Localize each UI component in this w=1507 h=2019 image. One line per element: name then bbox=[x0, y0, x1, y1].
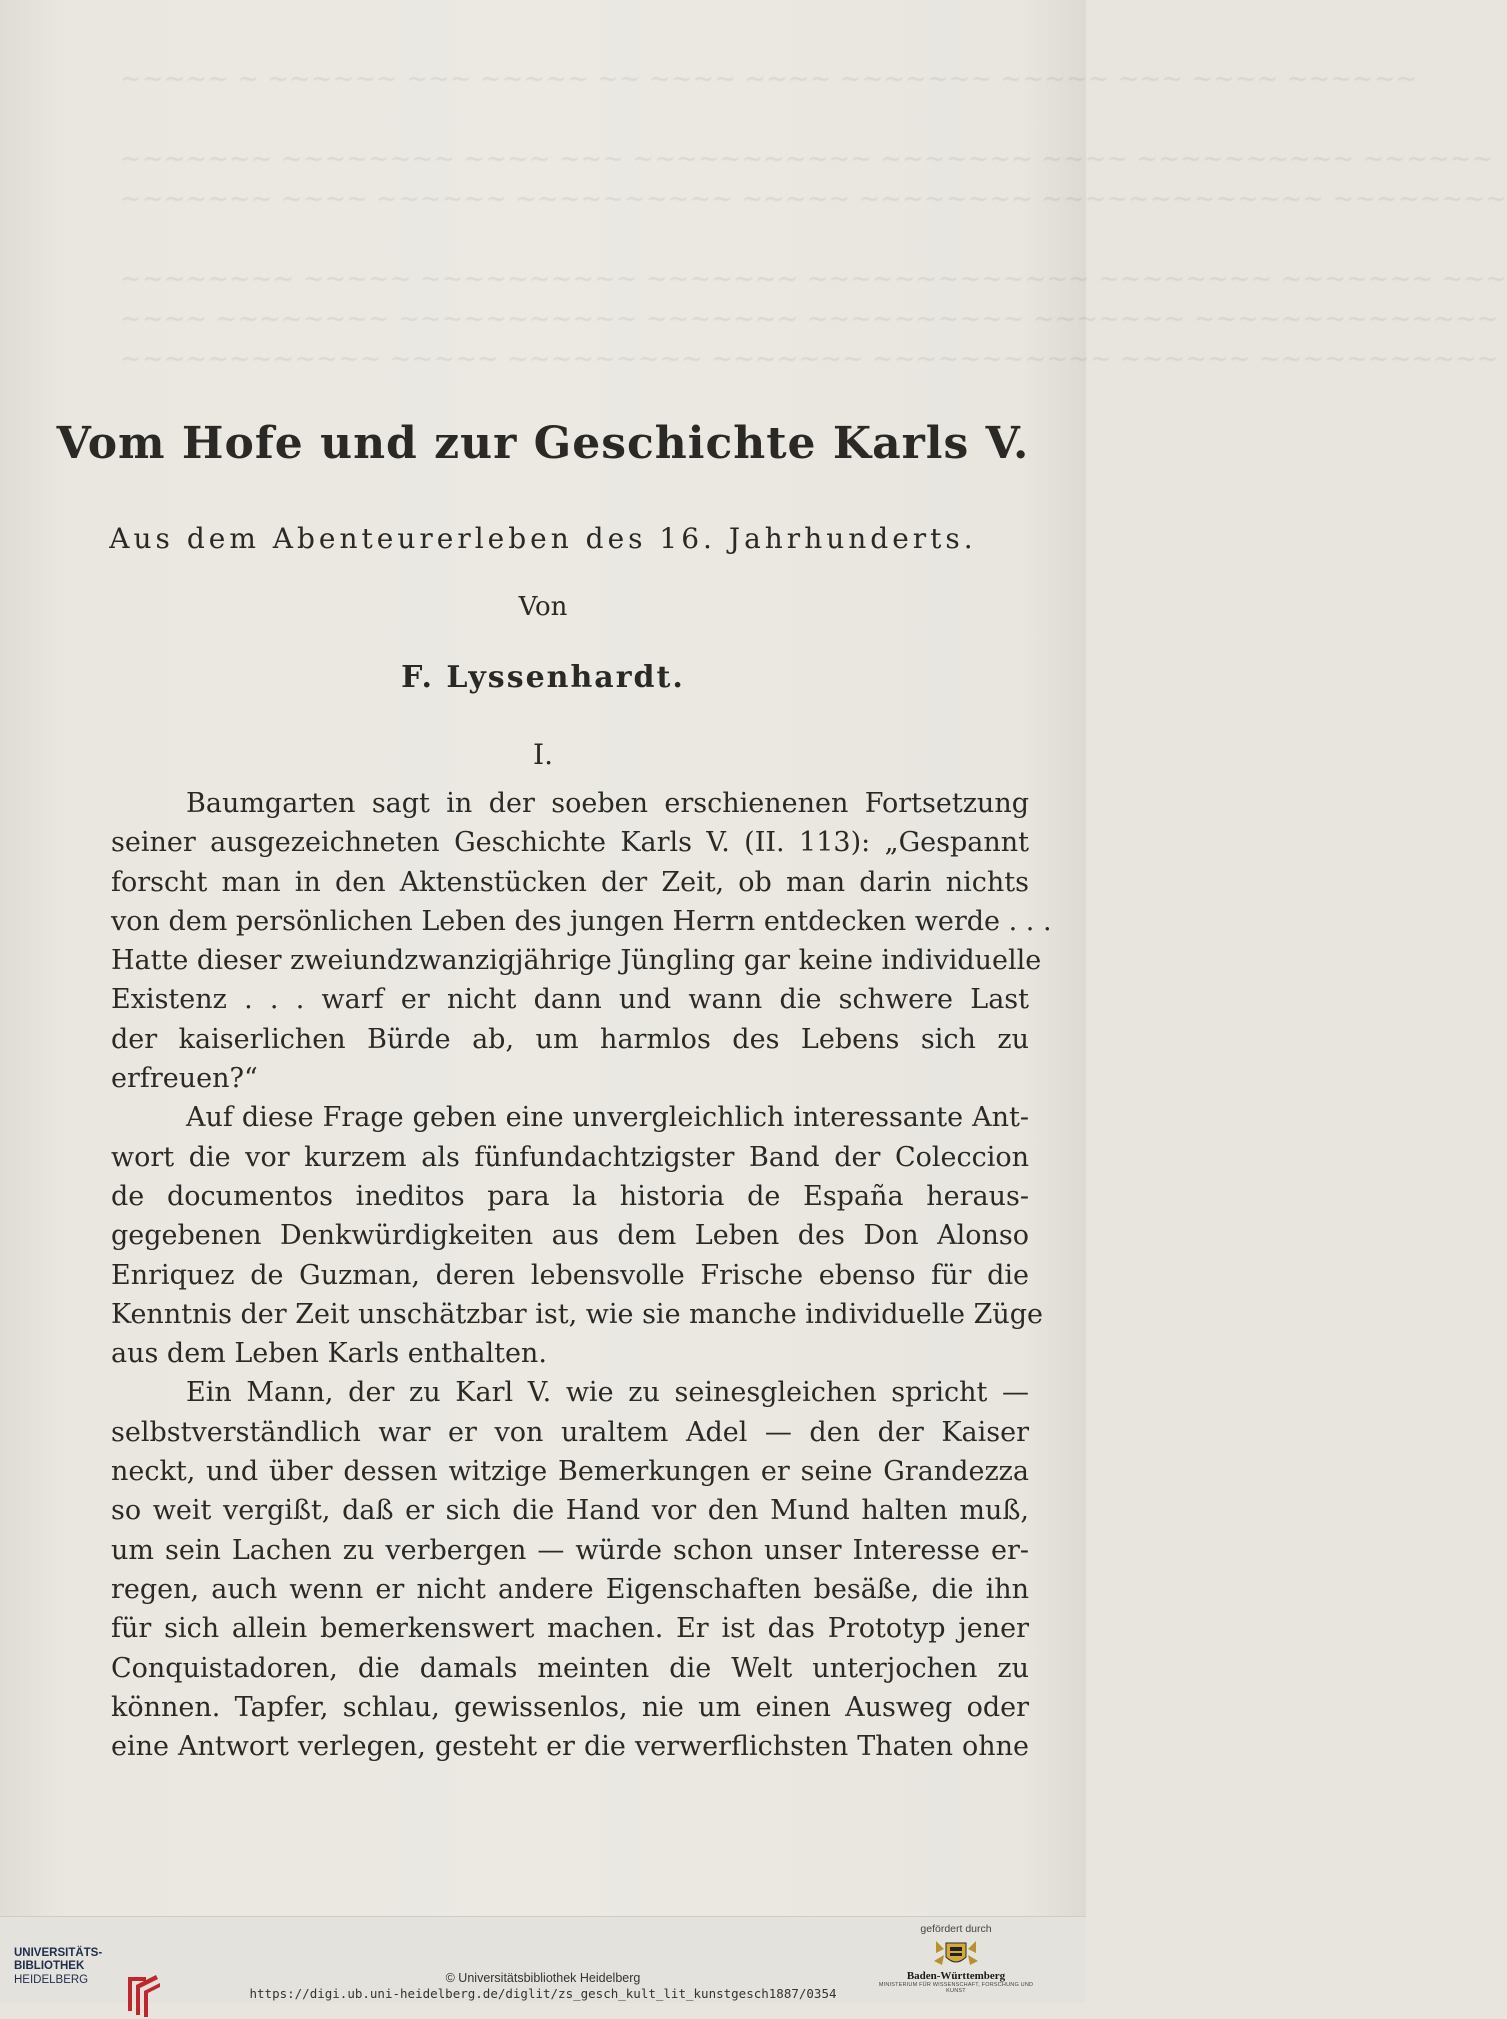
ministry-name: MINISTERIUM FÜR WISSENSCHAFT, FORSCHUNG UND KUNST bbox=[878, 1982, 1034, 1994]
library-name-line3: HEIDELBERG bbox=[14, 1974, 89, 1986]
text-line: Kenntnis der Zeit unschätzbar ist, wie sie manche individuelle Züge bbox=[111, 1298, 1044, 1330]
state-crest-icon bbox=[932, 1939, 980, 1969]
text-line: selbstverständlich war er von uraltem Adel — den der Kaiser bbox=[111, 1416, 1029, 1448]
text-line: Conquistadoren, die damals meinten die Welt unterjochen zu bbox=[111, 1652, 1029, 1684]
bleed-through-text: ~~~~~~~~~~~~ ~~~~~ ~~~~~~~~~ ~~~~~~~ ~~~~~~~~~~~ ~~~~~~ ~~~~~~~~~~~ bbox=[120, 344, 1499, 374]
bleed-through-text: ~~~~~~~ ~~~~~~~~ ~~~~ ~~~ ~~~~~~~~~~~ ~~~~~~~ ~~~~ ~~~~~~~~~~ ~~~~~~ bbox=[120, 144, 1494, 174]
library-name-line2: BIBLIOTHEK bbox=[14, 1960, 85, 1972]
text-line: Enriquez de Guzman, deren lebensvolle Frische ebenso für die bbox=[111, 1259, 1029, 1291]
text-line: Auf diese Frage geben eine unvergleichlich interessante Ant- bbox=[186, 1102, 1029, 1134]
text-line: Hatte dieser zweiundzwanzigjährige Jüngling gar keine individuelle bbox=[111, 945, 1042, 977]
text-line: aus dem Leben Karls enthalten. bbox=[111, 1338, 547, 1370]
article-title: Vom Hofe und zur Geschichte Karls V. bbox=[56, 418, 1030, 469]
permalink-url[interactable]: https://digi.ub.uni-heidelberg.de/diglit/zs_gesch_kult_lit_kunstgesch1887/0354 bbox=[249, 1986, 837, 2001]
text-line: forscht man in den Aktenstücken der Zeit, ob man darin nichts bbox=[111, 866, 1029, 898]
text-line: neckt, und über dessen witzige Bemerkungen er seine Grandezza bbox=[111, 1456, 1029, 1488]
text-line: der kaiserlichen Bürde ab, um harmlos des Lebens sich zu bbox=[111, 1023, 1029, 1055]
text-line: eine Antwort verlegen, gesteht er die verwerflichsten Thaten ohne bbox=[111, 1731, 1029, 1763]
text-line: um sein Lachen zu verbergen — würde schon unser Interesse er- bbox=[111, 1534, 1029, 1566]
bleed-through-text: ~~~~ ~~~~~~~~ ~~~~~~~~~~~ ~~~~~~~ ~~~~~~~~~~ ~~~~~~~ ~~~~~~~~~~~~~~ bbox=[120, 304, 1499, 334]
viewer-footer bbox=[0, 1916, 1086, 2003]
byline: Von bbox=[518, 592, 568, 622]
text-line: gegebenen Denkwürdigkeiten aus dem Leben des Don Alonso bbox=[111, 1220, 1029, 1252]
funder-name: Baden-Württemberg bbox=[906, 1970, 1006, 1982]
text-line: wort die vor kurzem als fünfundachtzigster Band der Coleccion bbox=[111, 1141, 1029, 1173]
section-number: I. bbox=[533, 738, 553, 771]
text-line: de documentos ineditos para la historia de España heraus- bbox=[111, 1180, 1029, 1212]
text-line: so weit vergißt, daß er sich die Hand vor den Mund halten muß, bbox=[111, 1495, 1029, 1527]
copyright-notice: © Universitätsbibliothek Heidelberg bbox=[445, 1971, 641, 1985]
bleed-through-text: ~~~~~~~~ ~~~~~ ~~~~~~~~~~ ~~~~~~~ ~~~~~~~~~~~~~ ~~~~~~~~ ~~~~~~~ ~~~ bbox=[120, 264, 1507, 294]
article-subtitle: Aus dem Abenteurerleben des 16. Jahrhunderts. bbox=[109, 522, 977, 555]
funding-notice bbox=[876, 1923, 1036, 1994]
text-line: Existenz . . . warf er nicht dann und wann die schwere Last bbox=[111, 984, 1029, 1016]
funded-by-label: gefördert durch bbox=[920, 1923, 992, 1935]
author-name: F. Lyssenhardt. bbox=[401, 660, 685, 695]
text-line: Baumgarten sagt in der soeben erschienenen Fortsetzung bbox=[186, 788, 1029, 819]
text-line: können. Tapfer, schlau, gewissenlos, nie um einen Ausweg oder bbox=[111, 1691, 1029, 1723]
bleed-through-text: ~~~~~~~ ~~~~ ~~~~~~ ~~~~~~~~~~ ~~~~~ ~~~~~~~~ ~~~~~~~~~~~~~ ~~~~~~~~ bbox=[120, 184, 1507, 214]
text-line: von dem persönlichen Leben des jungen Herrn entdecken werde . . . bbox=[111, 905, 1052, 937]
text-line: seiner ausgezeichneten Geschichte Karls V. (II. 113): „Gespannt bbox=[111, 827, 1029, 859]
text-line: Ein Mann, der zu Karl V. wie zu seinesgleichen spricht — bbox=[186, 1377, 1029, 1409]
bleed-through-text: ~~~~~ ~ ~~~~~~ ~~~ ~~~~~ ~~ ~~~~ ~~~~ ~~~~~~~ ~~~~~ ~~~ ~~~~ ~~~~~~ bbox=[120, 64, 1418, 94]
library-name-line1: UNIVERSITÄTS- bbox=[14, 1947, 103, 1959]
text-line: für sich allein bemerkenswert machen. Er ist das Prototyp jener bbox=[111, 1613, 1029, 1645]
body-text bbox=[111, 784, 1052, 1766]
text-line: erfreuen?“ bbox=[111, 1063, 258, 1095]
text-line: regen, auch wenn er nicht andere Eigenschaften besäße, die ihn bbox=[111, 1573, 1029, 1605]
